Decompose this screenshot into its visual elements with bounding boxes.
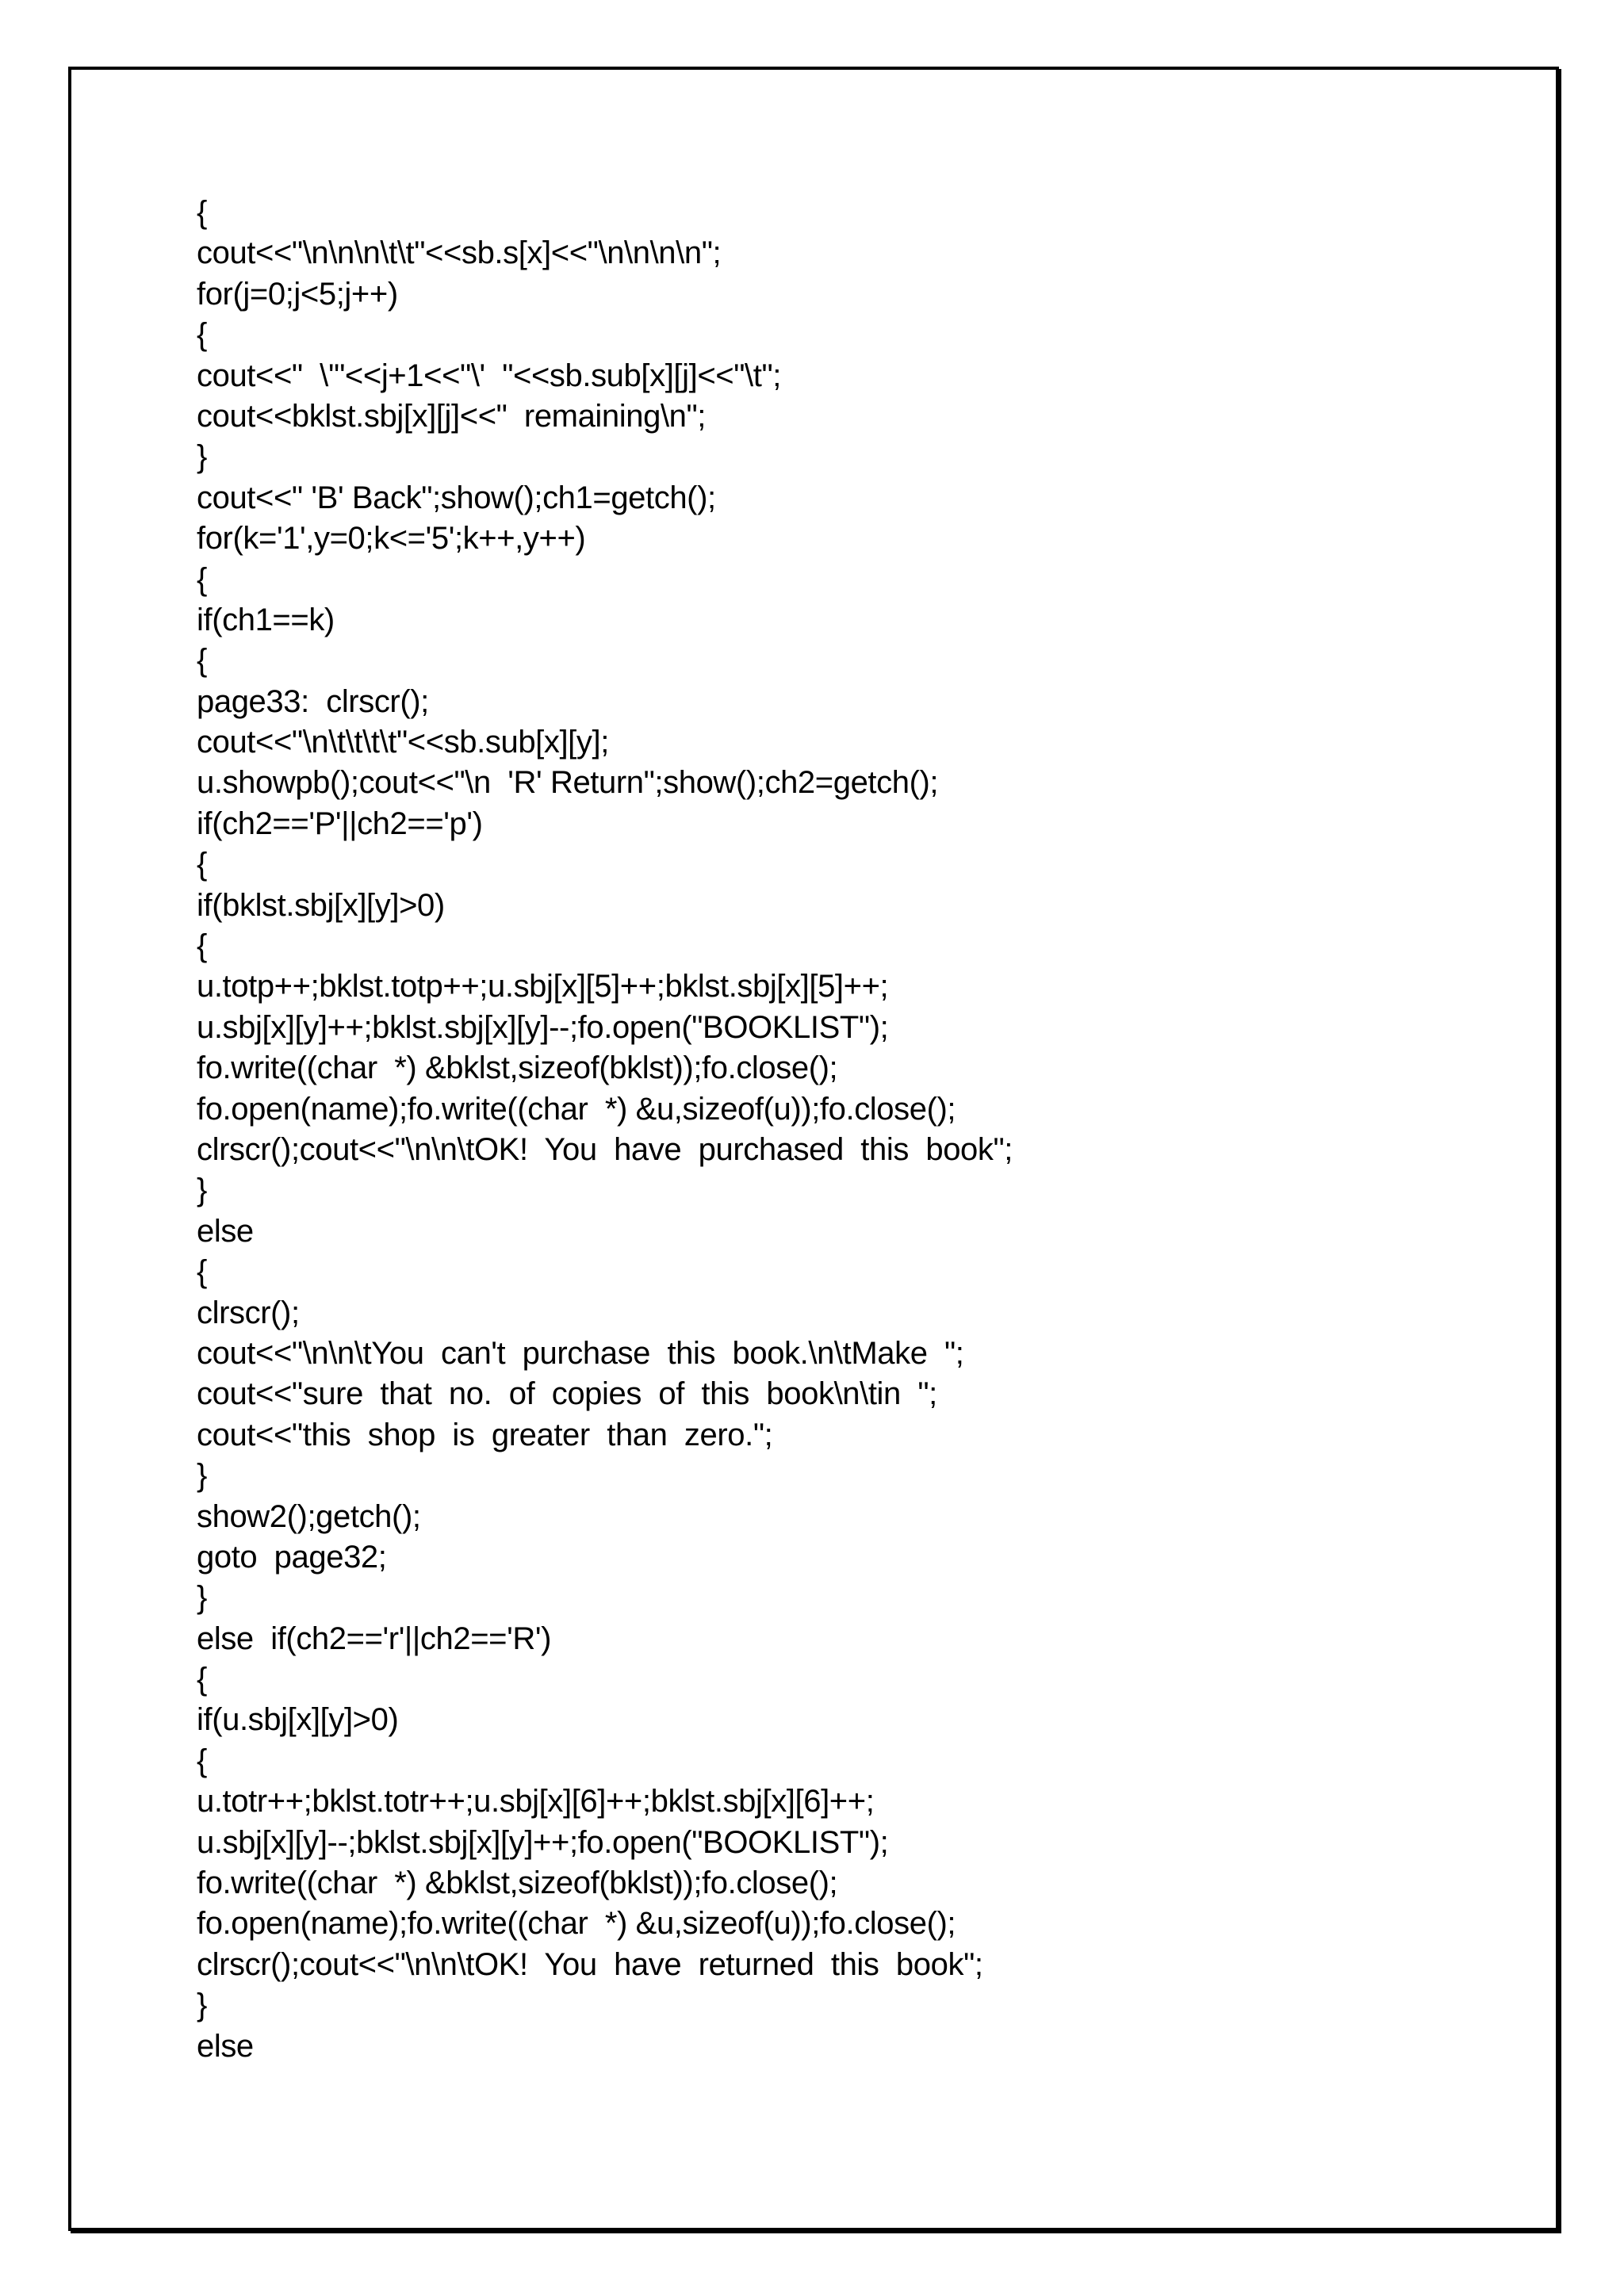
code-line: }: [197, 1458, 207, 1494]
code-line: u.sbj[x][y]++;bklst.sbj[x][y]--;fo.open("BOOKLIST");: [197, 1009, 889, 1045]
code-line: if(ch2=='P'||ch2=='p'): [197, 806, 483, 841]
code-line: {: [197, 1743, 207, 1778]
code-line: }: [197, 1173, 207, 1208]
code-line: fo.write((char *) &bklst,sizeof(bklst));fo.close();: [197, 1866, 838, 1901]
code-line: {: [197, 928, 207, 964]
code-line: else if(ch2=='r'||ch2=='R'): [197, 1621, 552, 1656]
code-line: goto page32;: [197, 1539, 387, 1575]
code-line: }: [197, 1988, 207, 2023]
code-line: {: [197, 1254, 207, 1290]
code-line: else: [197, 1213, 254, 1249]
code-line: u.totr++;bklst.totr++;u.sbj[x][6]++;bklst.sbj[x][6]++;: [197, 1784, 875, 1820]
code-line: u.totp++;bklst.totp++;u.sbj[x][5]++;bklst.sbj[x][5]++;: [197, 969, 889, 1004]
code-line: cout<<"sure that no. of copies of this book\n\tin ";: [197, 1376, 937, 1412]
code-line: if(bklst.sbj[x][y]>0): [197, 887, 445, 923]
code-line: cout<<" 'B' Back";show();ch1=getch();: [197, 480, 716, 515]
code-line: cout<<bklst.sbj[x][j]<<" remaining\n";: [197, 398, 707, 434]
code-line: {: [197, 561, 207, 597]
code-line: }: [197, 1580, 207, 1616]
code-line: if(u.sbj[x][y]>0): [197, 1702, 399, 1738]
code-line: page33: clrscr();: [197, 683, 429, 719]
code-line: show2();getch();: [197, 1498, 421, 1534]
code-line: {: [197, 847, 207, 882]
code-line: cout<<"\n\n\n\t\t"<<sb.s[x]<<"\n\n\n\n";: [197, 235, 722, 271]
code-line: fo.open(name);fo.write((char *) &u,sizeof(u));fo.close();: [197, 1091, 956, 1127]
code-line: u.sbj[x][y]--;bklst.sbj[x][y]++;fo.open("BOOKLIST");: [197, 1824, 889, 1860]
code-line: fo.open(name);fo.write((char *) &u,sizeof(u));fo.close();: [197, 1906, 956, 1942]
code-line: for(k='1',y=0;k<='5';k++,y++): [197, 521, 586, 557]
code-line: {: [197, 1662, 207, 1697]
code-line: {: [197, 195, 207, 230]
code-line: fo.write((char *) &bklst,sizeof(bklst));fo.close();: [197, 1050, 838, 1086]
code-line: u.showpb();cout<<"\n 'R' Return";show();ch2=getch();: [197, 765, 939, 801]
code-line: if(ch1==k): [197, 602, 335, 637]
code-line: for(j=0;j<5;j++): [197, 276, 398, 312]
code-line: cout<<"this shop is greater than zero.";: [197, 1417, 773, 1452]
code-line: clrscr();: [197, 1295, 300, 1330]
code-line: clrscr();cout<<"\n\n\tOK! You have purchased this book";: [197, 1131, 1013, 1167]
code-line: {: [197, 643, 207, 679]
code-line: cout<<"\n\t\t\t\t"<<sb.sub[x][y];: [197, 725, 609, 760]
code-line: clrscr();cout<<"\n\n\tOK! You have returned this book";: [197, 1946, 983, 1982]
code-listing: [197, 193, 1013, 2067]
code-line: cout<<" \'"<<j+1<<"\' "<<sb.sub[x][j]<<"\t";: [197, 358, 781, 393]
code-line: else: [197, 2028, 254, 2064]
code-line: {: [197, 317, 207, 353]
code-line: }: [197, 439, 207, 475]
code-line: cout<<"\n\n\tYou can't purchase this book.\n\tMake ";: [197, 1335, 964, 1371]
